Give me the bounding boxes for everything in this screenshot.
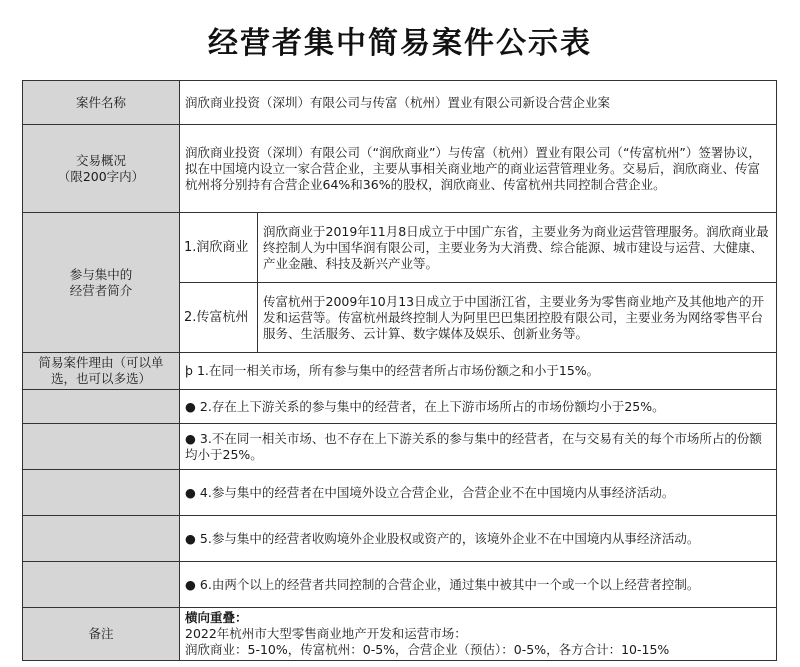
reason-3 xyxy=(180,424,777,470)
reason-row-1 xyxy=(23,353,777,390)
reason-2-text: 2.存在上下游关系的参与集中的经营者，在上下游市场所占的市场份额均小于25%。 xyxy=(199,398,665,414)
party-desc-2: 传富杭州于2009年10月13日成立于中国浙江省，主要业务为零售商业地产及其他地产的开发和运营等。传富杭州最终控制人为阿里巴巴集团控股有限公司，主要业务为网络零售平台服务、生活服务、云计算、数字媒体及娱乐、创新业务等。 xyxy=(258,283,777,353)
remarks-content xyxy=(180,608,777,661)
remarks-line1: 2022年杭州市大型零售商业地产开发和运营市场： xyxy=(185,626,467,641)
checked-box-icon: þ xyxy=(185,363,193,378)
bullet-icon: ● xyxy=(185,530,196,546)
overview-text: 润欣商业投资（深圳）有限公司（“润欣商业”）与传富（杭州）置业有限公司（“传富杭州”）签署协议，拟在中国境内设立一家合营企业，主要从事相关商业地产的商业运营管理业务。交易后，润欣商业、传富杭州将分别持有合营企业64%和36%的股权，润欣商业、传富杭州共同控制合营企业。 xyxy=(180,125,777,213)
party-desc-1: 润欣商业于2019年11月8日成立于中国广东省，主要业务为商业运营管理服务。润欣商业最终控制人为中国华润有限公司，主要业务为大消费、综合能源、城市建设与运营、大健康、产业金融、科技及新兴产业等。 xyxy=(258,213,777,283)
case-name-label: 案件名称 xyxy=(23,81,180,125)
reasons-label-empty xyxy=(23,390,180,424)
remarks-row xyxy=(23,608,777,661)
reason-row-3 xyxy=(23,424,777,470)
reason-1-text: 1.在同一相关市场，所有参与集中的经营者所占市场份额之和小于15%。 xyxy=(196,363,600,378)
remarks-label: 备注 xyxy=(23,608,180,661)
reason-row-4 xyxy=(23,470,777,516)
page-title: 经营者集中简易案件公示表 xyxy=(208,26,592,61)
reasons-label-empty xyxy=(23,470,180,516)
parties-label-line2: 经营者简介 xyxy=(69,282,133,298)
reasons-label: 简易案件理由（可以单选，也可以多选） xyxy=(23,353,180,390)
reason-5 xyxy=(180,516,777,562)
overview-row xyxy=(23,125,777,213)
bullet-icon: ● xyxy=(185,398,196,414)
party-row-1 xyxy=(23,213,777,283)
overview-label-line2: （限200字内） xyxy=(57,168,145,184)
reason-2 xyxy=(180,390,777,424)
reasons-label-empty xyxy=(23,562,180,608)
reason-row-2 xyxy=(23,390,777,424)
parties-label-line1: 参与集中的 xyxy=(69,266,133,282)
overview-label-line1: 交易概况 xyxy=(75,152,126,168)
remarks-line2: 润欣商业：5-10%，传富杭州：0-5%，合营企业（预估）：0-5%，各方合计：10-15% xyxy=(185,642,670,657)
parties-label xyxy=(23,213,180,353)
reason-3-text: 3.不在同一相关市场、也不存在上下游关系的参与集中的经营者，在与交易有关的每个市场所占的份额均小于25%。 xyxy=(185,430,762,462)
notice-table xyxy=(22,80,777,661)
reasons-label-empty xyxy=(23,516,180,562)
reasons-label-empty xyxy=(23,424,180,470)
reason-4-text: 4.参与集中的经营者在中国境外设立合营企业，合营企业不在中国境内从事经济活动。 xyxy=(199,484,675,500)
party-name-2: 2.传富杭州 xyxy=(180,283,258,353)
bullet-icon: ● xyxy=(185,430,196,446)
reason-5-text: 5.参与集中的经营者收购境外企业股权或资产的，该境外企业不在中国境内从事经济活动。 xyxy=(199,530,700,546)
reason-1 xyxy=(180,353,777,390)
remarks-heading: 横向重叠： xyxy=(185,610,248,625)
case-name-row xyxy=(23,81,777,125)
bullet-icon: ● xyxy=(185,576,196,592)
party-name-1: 1.润欣商业 xyxy=(180,213,258,283)
bullet-icon: ● xyxy=(185,484,196,500)
reason-row-5 xyxy=(23,516,777,562)
reason-6-text: 6.由两个以上的经营者共同控制的合营企业，通过集中被其中一个或一个以上经营者控制。 xyxy=(199,576,700,592)
reason-4 xyxy=(180,470,777,516)
reason-6 xyxy=(180,562,777,608)
overview-label xyxy=(23,125,180,213)
reason-row-6 xyxy=(23,562,777,608)
case-name-value: 润欣商业投资（深圳）有限公司与传富（杭州）置业有限公司新设合营企业案 xyxy=(180,81,777,125)
